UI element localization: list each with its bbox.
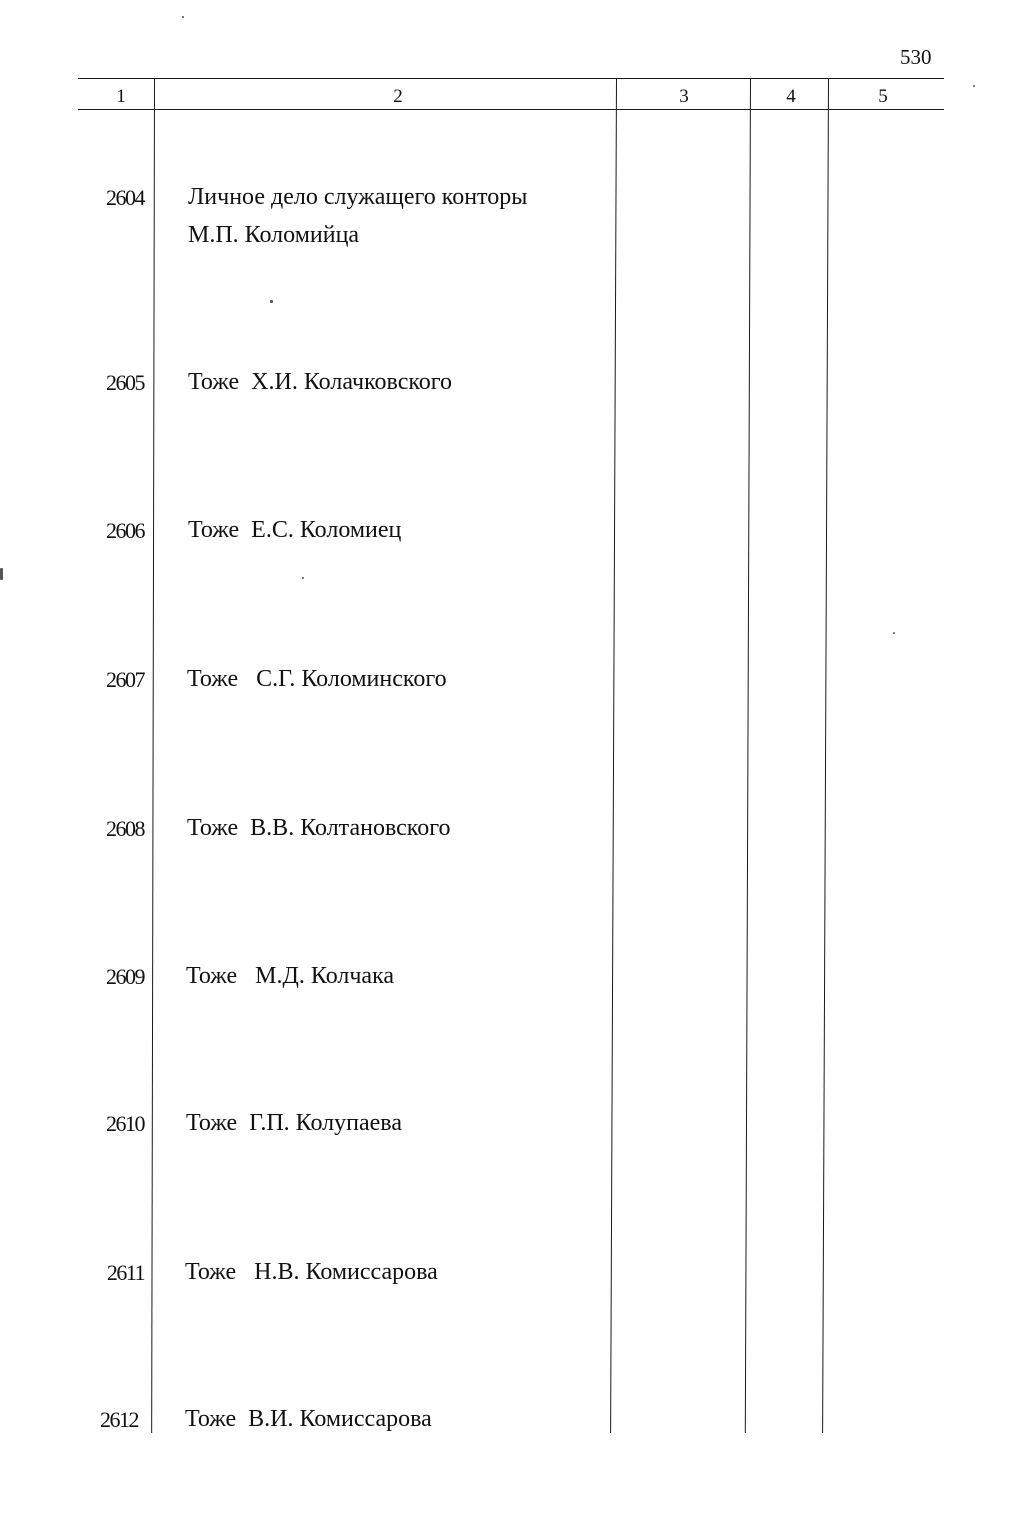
- entry-number: 2606: [106, 518, 144, 543]
- column-heading-2: 2: [393, 86, 403, 107]
- column-divider-4: [822, 79, 829, 1433]
- column-divider-3: [745, 79, 751, 1433]
- entry-number: 2609: [106, 964, 144, 989]
- header-top-rule: [78, 78, 944, 79]
- entry-number: 2611: [106, 1260, 144, 1285]
- column-heading-5: 5: [878, 86, 888, 107]
- entry-title-line: Тоже Е.С. Коломиец: [188, 517, 402, 543]
- scan-speck: [973, 85, 975, 87]
- scan-speck: [302, 577, 304, 579]
- entry-title-line: Тоже Х.И. Колачковского: [188, 369, 453, 395]
- entry-title-line: Тоже С.Г. Коломинского: [187, 666, 447, 692]
- column-divider-2: [610, 79, 617, 1433]
- column-divider-1: [151, 79, 155, 1433]
- entry-title-line: Тоже М.Д. Колчака: [186, 963, 395, 989]
- column-heading-1: 1: [116, 86, 126, 107]
- scan-speck: [270, 300, 273, 303]
- entry-number: 2607: [106, 667, 144, 692]
- entry-title-line: Тоже В.В. Колтановского: [187, 815, 451, 841]
- scan-speck: [0, 568, 3, 580]
- column-heading-3: 3: [679, 86, 689, 107]
- entry-title-line: М.П. Коломийца: [188, 222, 360, 248]
- entry-title-line: Тоже Н.В. Комиссарова: [185, 1259, 438, 1285]
- entry-title-line: Тоже Г.П. Колупаева: [186, 1110, 402, 1136]
- entry-title-line: Личное дело служащего конторы: [188, 184, 528, 210]
- page-number: 530: [900, 45, 932, 69]
- scan-speck: [182, 16, 184, 18]
- entry-number: 2605: [106, 370, 144, 395]
- scan-speck: [893, 632, 895, 634]
- entry-number: 2610: [106, 1111, 144, 1136]
- entry-number: 2604: [106, 185, 144, 210]
- entry-number: 2612: [100, 1407, 138, 1432]
- entry-number: 2608: [106, 816, 144, 841]
- entry-title-line: Тоже В.И. Комиссарова: [185, 1406, 432, 1432]
- header-bottom-rule: [78, 109, 944, 110]
- column-heading-4: 4: [786, 86, 796, 107]
